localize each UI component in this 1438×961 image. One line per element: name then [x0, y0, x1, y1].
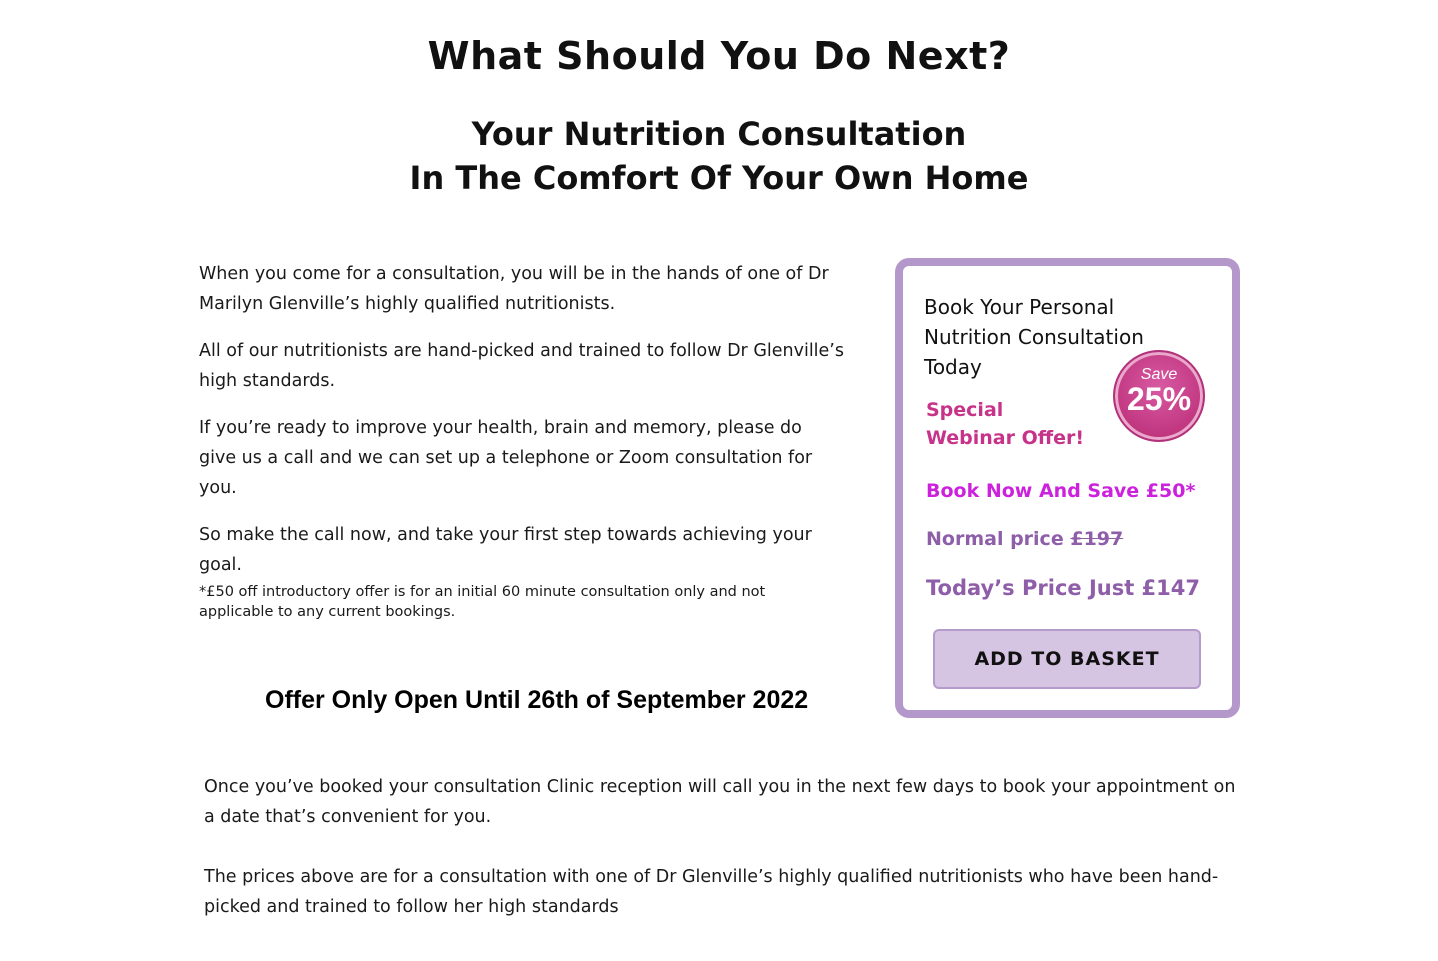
intro-paragraph-3: If you’re ready to improve your health, brain and memory, please do give us a call and we can set up a telephone or Zoom consultation for you. [199, 418, 813, 498]
subtitle-line-2: In The Comfort Of Your Own Home [409, 159, 1029, 197]
offer-footnote: *£50 off introductory offer is for an initial 60 minute consultation only and not applicable to any current bookings. [199, 584, 766, 620]
intro-text [199, 259, 844, 639]
normal-price-value: £197 [1070, 528, 1124, 550]
page-title: What Should You Do Next? [427, 34, 1011, 78]
badge-percent: 25% [1126, 381, 1192, 417]
normal-price-label: Normal price [926, 528, 1064, 550]
save-badge [1113, 350, 1205, 442]
special-offer-label [926, 396, 1084, 452]
special-line-2: Webinar Offer! [926, 427, 1085, 449]
offer-deadline: Offer Only Open Until 26th of September 2022 [265, 686, 809, 714]
intro-paragraph-2: All of our nutritionists are hand-picked and trained to follow Dr Glenville’s high standards. [199, 341, 844, 391]
booking-info-paragraph-2: The prices above are for a consultation with one of Dr Glenville’s highly qualified nutritionists who have been hand-picked and trained to follow her high standards [204, 867, 1219, 917]
book-now-save-text: Book Now And Save £50* [926, 480, 1196, 502]
today-price: Today’s Price Just £147 [926, 576, 1201, 600]
subtitle-line-1: Your Nutrition Consultation [471, 115, 967, 153]
page-subtitle [0, 112, 1438, 200]
card-title: Book Your Personal Nutrition Consultation Today [924, 295, 1144, 379]
normal-price [926, 528, 1123, 550]
booking-info [204, 772, 1249, 952]
booking-info-paragraph-1: Once you’ve booked your consultation Clinic reception will call you in the next few days to book your appointment on a date that’s convenient for you. [204, 777, 1236, 827]
booking-card [895, 258, 1240, 718]
intro-paragraph-4: So make the call now, and take your first step towards achieving your goal. [199, 525, 812, 575]
badge-save-text: Save [1140, 366, 1178, 383]
special-line-1: Special [926, 399, 1004, 421]
add-to-basket-button[interactable]: ADD TO BASKET [933, 629, 1201, 689]
intro-paragraph-1: When you come for a consultation, you will be in the hands of one of Dr Marilyn Glenville’s highly qualified nutritionists. [199, 264, 829, 314]
